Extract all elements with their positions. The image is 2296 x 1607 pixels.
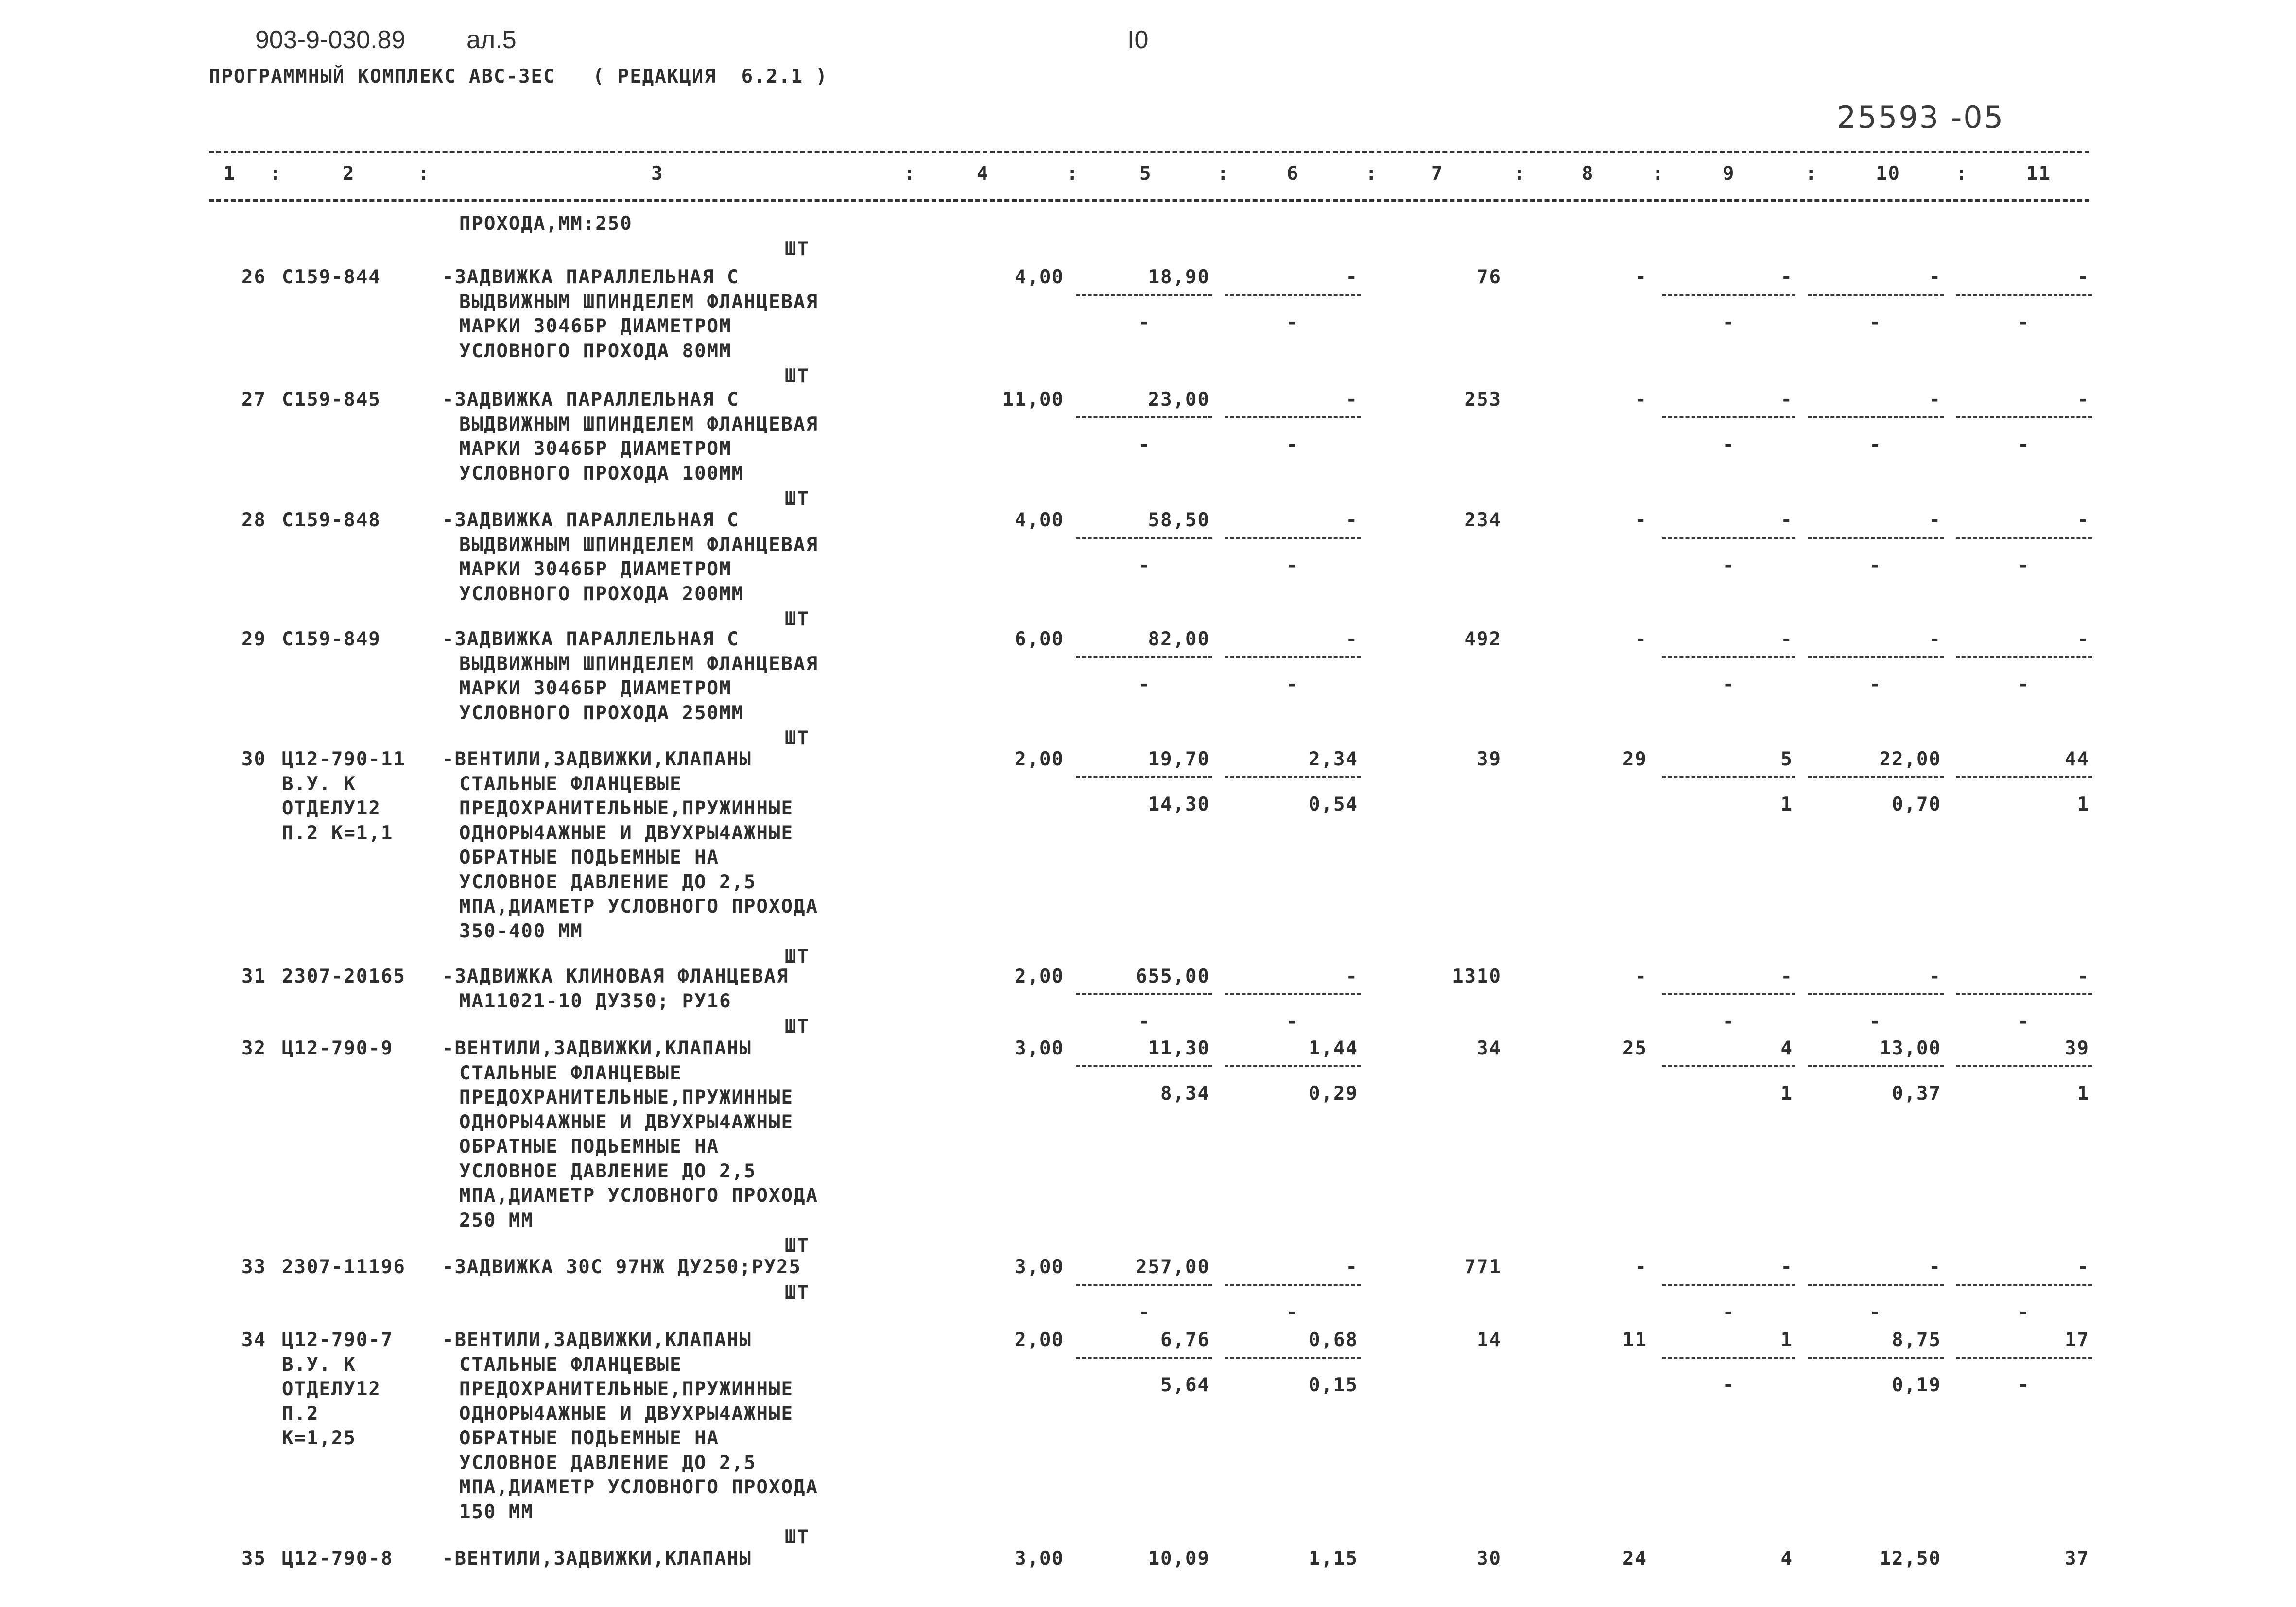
row-description: УСЛОВНОГО ПРОХОДА 250ММ — [459, 702, 744, 724]
cell-c11b: 1 — [2077, 1083, 2089, 1105]
cell-c5b: - — [1138, 434, 1151, 456]
cell-divider — [1076, 1065, 1212, 1067]
row-description: ВЫДВИЖНЫМ ШПИНДЕЛЕМ ФЛАНЦЕВАЯ — [459, 291, 818, 313]
cell-c4: 6,00 — [1015, 628, 1064, 650]
cell-c9: - — [1780, 509, 1793, 531]
cell-divider — [1956, 294, 2092, 296]
cell-c8: - — [1635, 966, 1647, 987]
handwritten-stamp: 25593 -05 — [1837, 100, 2005, 135]
cell-c11: 39 — [2065, 1037, 2089, 1059]
cell-c10: - — [1929, 389, 1941, 411]
cell-c4: 3,00 — [1015, 1548, 1064, 1570]
column-separator: : — [1514, 163, 1526, 185]
row-description: МПА,ДИАМЕТР УСЛОВНОГО ПРОХОДА — [459, 896, 818, 917]
cell-divider — [1076, 294, 1212, 296]
cell-c11b: - — [2018, 434, 2030, 456]
cell-divider — [1808, 537, 1944, 539]
cell-divider — [1956, 776, 2092, 778]
row-code: П.2 — [282, 1402, 319, 1425]
cell-divider — [1662, 416, 1795, 418]
cell-c7: 253 — [1464, 389, 1502, 411]
column-separator: : — [904, 163, 916, 185]
cell-c8: 29 — [1623, 748, 1647, 770]
cell-c11b: - — [2018, 1011, 2030, 1033]
cell-c8: - — [1635, 628, 1647, 650]
cell-divider — [1076, 1284, 1212, 1286]
cell-c9: - — [1780, 389, 1793, 411]
cell-c9b: - — [1722, 434, 1735, 456]
cell-c7: 34 — [1477, 1037, 1502, 1059]
row-description: МПА,ДИАМЕТР УСЛОВНОГО ПРОХОДА — [459, 1185, 818, 1207]
cell-divider — [1808, 1284, 1944, 1286]
cell-c8: 25 — [1623, 1037, 1647, 1059]
cell-c7: 1310 — [1452, 966, 1502, 987]
cell-c5: 257,00 — [1136, 1256, 1210, 1278]
cell-c6: - — [1346, 966, 1358, 987]
cell-c9: - — [1780, 966, 1793, 987]
row-code: Ц12-790-8 — [282, 1548, 394, 1570]
row-description: УСЛОВНОЕ ДАВЛЕНИЕ ДО 2,5 — [459, 1451, 757, 1474]
cell-c10: 12,50 — [1879, 1548, 1941, 1570]
cell-divider — [1225, 993, 1361, 995]
cell-c7: 234 — [1464, 509, 1502, 531]
row-code: В.У. К — [282, 773, 356, 795]
cell-divider — [1808, 776, 1944, 778]
cell-c6: - — [1346, 1256, 1358, 1278]
row-unit: ШТ — [785, 488, 810, 510]
cell-c10b: 0,19 — [1892, 1374, 1941, 1396]
row-unit: ШТ — [785, 946, 810, 968]
cell-c4: 4,00 — [1015, 509, 1064, 531]
cell-c6b: 0,15 — [1309, 1374, 1358, 1396]
cell-divider — [1662, 993, 1795, 995]
column-header-7: 7 — [1431, 163, 1444, 185]
cell-c5b: - — [1138, 674, 1151, 695]
cell-c11: - — [2077, 628, 2089, 650]
cell-c9: 4 — [1780, 1548, 1793, 1570]
cell-c9b: - — [1722, 1301, 1735, 1323]
row-description: ПРЕДОХРАНИТЕЛЬНЫЕ,ПРУЖИННЫЕ — [459, 1087, 794, 1108]
row-description: ОБРАТНЫЕ ПОДЬЕМНЫЕ НА — [459, 1427, 720, 1449]
cell-c7: 14 — [1477, 1329, 1502, 1351]
cell-c6b: 0,54 — [1309, 794, 1358, 815]
lead-unit: ШТ — [785, 238, 810, 260]
table-top-rule — [209, 151, 2089, 153]
column-header-1: 1 — [224, 163, 236, 185]
cell-c4: 2,00 — [1015, 748, 1064, 770]
cell-c10: - — [1929, 966, 1941, 987]
cell-c10: - — [1929, 266, 1941, 288]
sheet-number: ал.5 — [466, 26, 517, 54]
cell-c5b: 8,34 — [1160, 1083, 1210, 1105]
cell-c10: 8,75 — [1892, 1329, 1941, 1351]
row-number: 31 — [242, 966, 266, 987]
cell-divider — [1662, 1284, 1795, 1286]
column-header-11: 11 — [2026, 163, 2051, 185]
row-description: МАРКИ 3046БР ДИАМЕТРОМ — [459, 558, 732, 580]
lead-text: ПРОХОДА,ММ:250 — [459, 213, 633, 235]
cell-c6: 0,68 — [1309, 1329, 1358, 1351]
row-code: 2307-20165 — [282, 966, 406, 987]
row-description: ОДНОРЫ4АЖНЫЕ И ДВУХРЫ4АЖНЫЕ — [459, 822, 794, 844]
cell-divider — [1076, 1357, 1212, 1359]
column-separator: : — [418, 163, 431, 185]
row-code: 2307-11196 — [282, 1256, 406, 1278]
cell-c9: 1 — [1780, 1329, 1793, 1351]
cell-c6b: - — [1286, 434, 1299, 456]
cell-c9b: - — [1722, 554, 1735, 576]
cell-divider — [1956, 656, 2092, 658]
cell-c7: 30 — [1477, 1548, 1502, 1570]
row-description: -ЗАДВИЖКА ПАРАЛЛЕЛЬНАЯ С — [442, 389, 740, 411]
row-number: 35 — [242, 1548, 266, 1570]
column-separator: : — [1805, 163, 1818, 185]
cell-c5: 6,76 — [1160, 1329, 1210, 1351]
cell-c4: 2,00 — [1015, 966, 1064, 987]
row-description: УСЛОВНОГО ПРОХОДА 80ММ — [459, 340, 732, 362]
cell-c10b: 0,70 — [1892, 794, 1941, 815]
row-unit: ШТ — [785, 1235, 810, 1257]
row-description: МА11021-10 ДУ350; РУ16 — [459, 990, 732, 1012]
row-unit: ШТ — [785, 727, 810, 749]
row-code: ОТДЕЛУ12 — [282, 1378, 381, 1400]
cell-c11b: - — [2018, 674, 2030, 695]
row-description: -ВЕНТИЛИ,ЗАДВИЖКИ,КЛАПАНЫ — [442, 1037, 752, 1059]
cell-divider — [1225, 416, 1361, 418]
row-unit: ШТ — [785, 608, 810, 630]
cell-divider — [1076, 416, 1212, 418]
row-description: СТАЛЬНЫЕ ФЛАНЦЕВЫЕ — [459, 773, 682, 795]
table-header-rule — [209, 199, 2089, 202]
cell-c5b: - — [1138, 1301, 1151, 1323]
cell-c11: - — [2077, 389, 2089, 411]
column-header-10: 10 — [1876, 163, 1900, 185]
cell-c7: 39 — [1477, 748, 1502, 770]
row-description: МАРКИ 3046БР ДИАМЕТРОМ — [459, 438, 732, 460]
cell-c9: - — [1780, 628, 1793, 650]
row-description: -ЗАДВИЖКА ПАРАЛЛЕЛЬНАЯ С — [442, 509, 740, 531]
row-description: УСЛОВНОЕ ДАВЛЕНИЕ ДО 2,5 — [459, 871, 757, 893]
cell-divider — [1808, 1065, 1944, 1067]
row-unit: ШТ — [785, 365, 810, 387]
cell-c10: - — [1929, 1256, 1941, 1278]
cell-divider — [1956, 1065, 2092, 1067]
cell-divider — [1956, 416, 2092, 418]
row-code: П.2 К=1,1 — [282, 822, 394, 844]
cell-c6b: - — [1286, 1301, 1299, 1323]
row-description: ПРЕДОХРАНИТЕЛЬНЫЕ,ПРУЖИННЫЕ — [459, 1378, 794, 1400]
row-number: 26 — [242, 266, 266, 288]
cell-c11b: - — [2018, 311, 2030, 333]
row-description: 350-400 ММ — [459, 920, 583, 942]
column-header-4: 4 — [977, 163, 989, 185]
cell-c6: 1,44 — [1309, 1037, 1358, 1059]
row-code: К=1,25 — [282, 1427, 356, 1449]
cell-c4: 2,00 — [1015, 1329, 1064, 1351]
row-description: МАРКИ 3046БР ДИАМЕТРОМ — [459, 315, 732, 337]
cell-divider — [1225, 1065, 1361, 1067]
cell-c5b: 14,30 — [1148, 794, 1210, 815]
cell-c10b: - — [1869, 554, 1882, 576]
cell-c9b: 1 — [1780, 1083, 1793, 1105]
cell-divider — [1662, 1357, 1795, 1359]
cell-c11: - — [2077, 1256, 2089, 1278]
column-separator: : — [1067, 163, 1079, 185]
cell-c11b: - — [2018, 1301, 2030, 1323]
cell-c5: 11,30 — [1148, 1037, 1210, 1059]
column-header-6: 6 — [1287, 163, 1299, 185]
row-description: УСЛОВНОЕ ДАВЛЕНИЕ ДО 2,5 — [459, 1160, 757, 1182]
cell-c11: 17 — [2065, 1329, 2089, 1351]
cell-c5: 58,50 — [1148, 509, 1210, 531]
cell-c6b: - — [1286, 674, 1299, 695]
row-description: ОДНОРЫ4АЖНЫЕ И ДВУХРЫ4АЖНЫЕ — [459, 1111, 794, 1133]
row-code: Ц12-790-11 — [282, 748, 406, 770]
cell-c6: 2,34 — [1309, 748, 1358, 770]
row-unit: ШТ — [785, 1526, 810, 1548]
cell-c11: 37 — [2065, 1548, 2089, 1570]
row-description: -ЗАДВИЖКА ПАРАЛЛЕЛЬНАЯ С — [442, 266, 740, 288]
row-description: -ЗАДВИЖКА ПАРАЛЛЕЛЬНАЯ С — [442, 628, 740, 650]
row-description: МАРКИ 3046БР ДИАМЕТРОМ — [459, 677, 732, 699]
column-separator: : — [1217, 163, 1230, 185]
cell-divider — [1662, 294, 1795, 296]
cell-c10: 22,00 — [1879, 748, 1941, 770]
page-number: I0 — [1127, 26, 1149, 54]
row-description: -ВЕНТИЛИ,ЗАДВИЖКИ,КЛАПАНЫ — [442, 1548, 752, 1570]
cell-c11: - — [2077, 509, 2089, 531]
row-code: В.У. К — [282, 1353, 356, 1376]
row-code: Ц12-790-7 — [282, 1329, 394, 1351]
cell-divider — [1225, 656, 1361, 658]
column-header-8: 8 — [1582, 163, 1594, 185]
cell-divider — [1956, 537, 2092, 539]
row-number: 27 — [242, 389, 266, 411]
column-header-9: 9 — [1723, 163, 1735, 185]
row-description: ВЫДВИЖНЫМ ШПИНДЕЛЕМ ФЛАНЦЕВАЯ — [459, 534, 818, 556]
cell-c5b: - — [1138, 311, 1151, 333]
column-separator: : — [270, 163, 282, 185]
cell-divider — [1808, 416, 1944, 418]
cell-divider — [1808, 294, 1944, 296]
row-code: Ц12-790-9 — [282, 1037, 394, 1059]
row-unit: ШТ — [785, 1016, 810, 1037]
row-description: 250 ММ — [459, 1209, 534, 1231]
cell-divider — [1076, 993, 1212, 995]
row-description: ПРЕДОХРАНИТЕЛЬНЫЕ,ПРУЖИННЫЕ — [459, 797, 794, 819]
cell-divider — [1076, 776, 1212, 778]
column-header-2: 2 — [343, 163, 355, 185]
cell-divider — [1956, 1284, 2092, 1286]
row-code: С159-844 — [282, 266, 381, 288]
row-description: СТАЛЬНЫЕ ФЛАНЦЕВЫЕ — [459, 1062, 682, 1084]
cell-divider — [1662, 776, 1795, 778]
row-code: С159-849 — [282, 628, 381, 650]
cell-divider — [1076, 537, 1212, 539]
row-number: 29 — [242, 628, 266, 650]
cell-c6: 1,15 — [1309, 1548, 1358, 1570]
cell-divider — [1662, 656, 1795, 658]
cell-c11b: 1 — [2077, 794, 2089, 815]
row-description: СТАЛЬНЫЕ ФЛАНЦЕВЫЕ — [459, 1353, 682, 1376]
cell-c6: - — [1346, 509, 1358, 531]
cell-c6b: - — [1286, 1011, 1299, 1033]
cell-c10b: - — [1869, 1301, 1882, 1323]
cell-c10: - — [1929, 509, 1941, 531]
cell-divider — [1662, 1065, 1795, 1067]
column-header-3: 3 — [651, 163, 664, 185]
cell-c6: - — [1346, 628, 1358, 650]
cell-c6b: - — [1286, 554, 1299, 576]
cell-c5b: - — [1138, 554, 1151, 576]
cell-c6: - — [1346, 389, 1358, 411]
row-number: 34 — [242, 1329, 266, 1351]
row-description: ОБРАТНЫЕ ПОДЬЕМНЫЕ НА — [459, 847, 720, 868]
row-number: 32 — [242, 1037, 266, 1059]
cell-c10b: - — [1869, 674, 1882, 695]
cell-c10: - — [1929, 628, 1941, 650]
cell-divider — [1076, 656, 1212, 658]
column-separator: : — [1652, 163, 1665, 185]
cell-c10b: 0,37 — [1892, 1083, 1941, 1105]
cell-divider — [1662, 537, 1795, 539]
row-number: 30 — [242, 748, 266, 770]
cell-c8: - — [1635, 1256, 1647, 1278]
cell-divider — [1956, 1357, 2092, 1359]
cell-c9b: - — [1722, 311, 1735, 333]
row-number: 33 — [242, 1256, 266, 1278]
cell-c10: 13,00 — [1879, 1037, 1941, 1059]
cell-c6b: 0,29 — [1309, 1083, 1358, 1105]
cell-c11: - — [2077, 966, 2089, 987]
cell-c10b: - — [1869, 1011, 1882, 1033]
row-unit: ШТ — [785, 1281, 810, 1304]
cell-c6: - — [1346, 266, 1358, 288]
row-description: -ЗАДВИЖКА 30С 97НЖ ДУ250;РУ25 — [442, 1256, 801, 1278]
cell-c5b: 5,64 — [1160, 1374, 1210, 1396]
cell-divider — [1225, 776, 1361, 778]
cell-c10b: - — [1869, 434, 1882, 456]
cell-c11: 44 — [2065, 748, 2089, 770]
row-description: 150 ММ — [459, 1501, 534, 1523]
row-description: УСЛОВНОГО ПРОХОДА 200ММ — [459, 583, 744, 605]
cell-c8: - — [1635, 266, 1647, 288]
cell-divider — [1808, 1357, 1944, 1359]
cell-c4: 3,00 — [1015, 1256, 1064, 1278]
cell-c5b: - — [1138, 1011, 1151, 1033]
cell-divider — [1225, 294, 1361, 296]
column-separator: : — [1365, 163, 1378, 185]
cell-c9b: - — [1722, 1374, 1735, 1396]
row-description: МПА,ДИАМЕТР УСЛОВНОГО ПРОХОДА — [459, 1476, 818, 1498]
cell-c8: - — [1635, 389, 1647, 411]
row-description: ОДНОРЫ4АЖНЫЕ И ДВУХРЫ4АЖНЫЕ — [459, 1402, 794, 1425]
row-code: С159-848 — [282, 509, 381, 531]
cell-c11b: - — [2018, 554, 2030, 576]
cell-c9b: - — [1722, 674, 1735, 695]
cell-c7: 771 — [1464, 1256, 1502, 1278]
row-description: -ЗАДВИЖКА КЛИНОВАЯ ФЛАНЦЕВАЯ — [442, 966, 789, 987]
row-description: ОБРАТНЫЕ ПОДЬЕМНЫЕ НА — [459, 1136, 720, 1158]
cell-divider — [1225, 1284, 1361, 1286]
cell-divider — [1808, 993, 1944, 995]
cell-c4: 4,00 — [1015, 266, 1064, 288]
cell-c4: 3,00 — [1015, 1037, 1064, 1059]
cell-c5: 19,70 — [1148, 748, 1210, 770]
cell-c11b: - — [2018, 1374, 2030, 1396]
cell-c9: 5 — [1780, 748, 1793, 770]
cell-c9: - — [1780, 1256, 1793, 1278]
row-description: -ВЕНТИЛИ,ЗАДВИЖКИ,КЛАПАНЫ — [442, 1329, 752, 1351]
cell-c9b: 1 — [1780, 794, 1793, 815]
cell-c5: 10,09 — [1148, 1548, 1210, 1570]
cell-c9: 4 — [1780, 1037, 1793, 1059]
row-description: ВЫДВИЖНЫМ ШПИНДЕЛЕМ ФЛАНЦЕВАЯ — [459, 413, 818, 435]
cell-c11: - — [2077, 266, 2089, 288]
cell-c4: 11,00 — [1002, 389, 1064, 411]
cell-c10b: - — [1869, 311, 1882, 333]
cell-c5: 655,00 — [1136, 966, 1210, 987]
column-separator: : — [1956, 163, 1968, 185]
column-header-5: 5 — [1139, 163, 1152, 185]
program-title: ПРОГРАММНЫЙ КОМПЛЕКС АВС-3ЕС ( РЕДАКЦИЯ 6.2.1 ) — [209, 66, 828, 87]
cell-c8: - — [1635, 509, 1647, 531]
cell-c5: 18,90 — [1148, 266, 1210, 288]
cell-divider — [1956, 993, 2092, 995]
row-number: 28 — [242, 509, 266, 531]
cell-divider — [1225, 1357, 1361, 1359]
cell-c5: 82,00 — [1148, 628, 1210, 650]
document-code: 903-9-030.89 — [255, 26, 406, 54]
cell-c7: 492 — [1464, 628, 1502, 650]
cell-c7: 76 — [1477, 266, 1502, 288]
row-code: ОТДЕЛУ12 — [282, 797, 381, 819]
row-description: -ВЕНТИЛИ,ЗАДВИЖКИ,КЛАПАНЫ — [442, 748, 752, 770]
cell-c9b: - — [1722, 1011, 1735, 1033]
cell-divider — [1225, 537, 1361, 539]
cell-c6b: - — [1286, 311, 1299, 333]
row-code: С159-845 — [282, 389, 381, 411]
row-description: ВЫДВИЖНЫМ ШПИНДЕЛЕМ ФЛАНЦЕВАЯ — [459, 653, 818, 675]
row-description: УСЛОВНОГО ПРОХОДА 100ММ — [459, 462, 744, 484]
cell-c8: 24 — [1623, 1548, 1647, 1570]
cell-c9: - — [1780, 266, 1793, 288]
cell-divider — [1808, 656, 1944, 658]
cell-c5: 23,00 — [1148, 389, 1210, 411]
cell-c8: 11 — [1623, 1329, 1647, 1351]
